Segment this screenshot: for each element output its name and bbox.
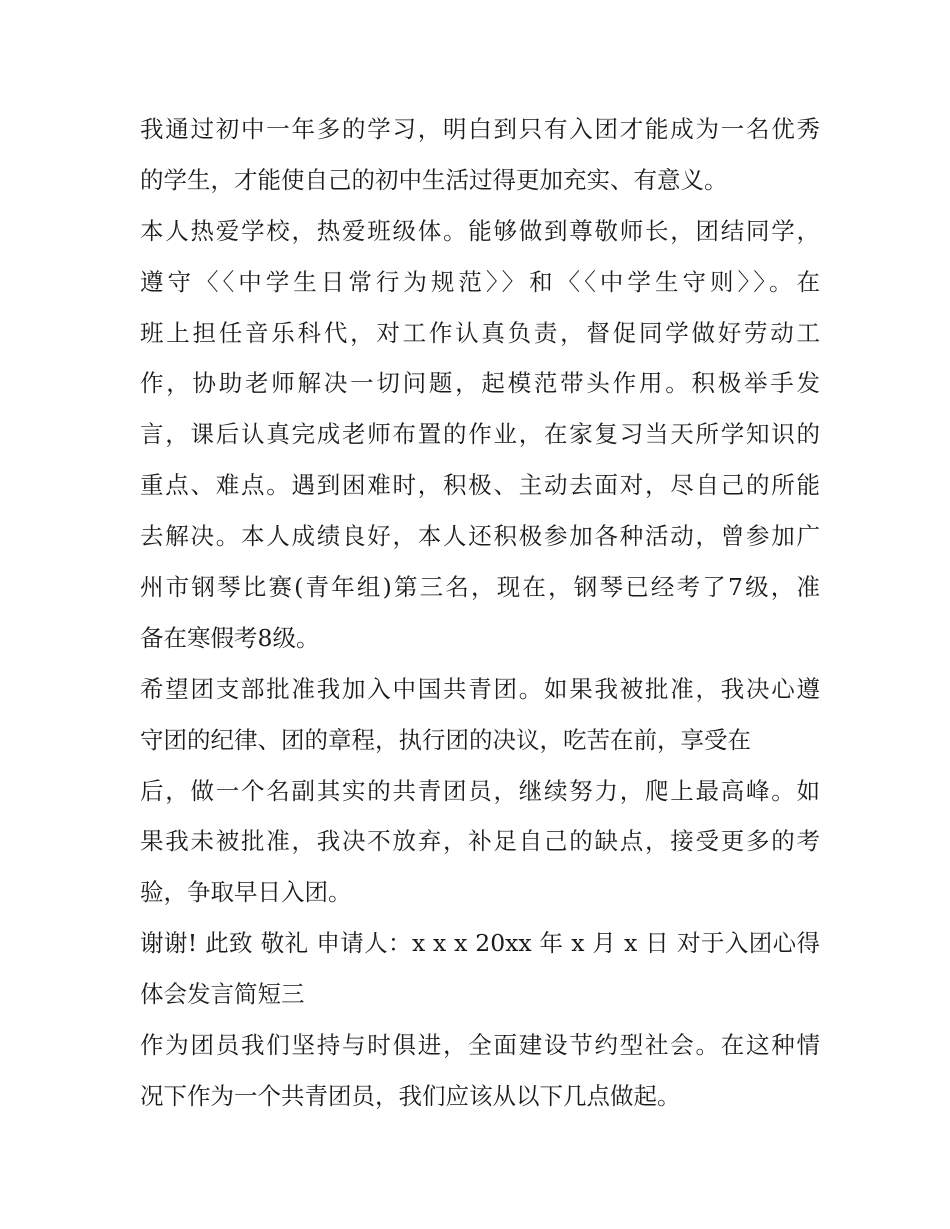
text-line: 班上担任音乐科代，对工作认真负责，督促同学做好劳动工 bbox=[140, 318, 820, 347]
text-line: 作，协助老师解决一切问题，起模范带头作用。积极举手发 bbox=[140, 369, 820, 398]
text-line: 州市钢琴比赛(青年组)第三名，现在，钢琴已经考了7级，准 bbox=[140, 573, 820, 602]
text-line: 重点、难点。遇到困难时，积极、主动去面对，尽自己的所能 bbox=[140, 471, 820, 500]
document-page bbox=[140, 104, 820, 1122]
text-line: 本人热爱学校，热爱班级体。能够做到尊敬师长，团结同学， bbox=[140, 216, 820, 245]
text-line: 验，争取早日入团。 bbox=[140, 878, 352, 907]
text-line: 备在寒假考8级。 bbox=[140, 623, 320, 652]
paragraph-1 bbox=[140, 104, 820, 206]
text-line: 守团的纪律、团的章程，执行团的决议，吃苦在前，享受在 bbox=[140, 725, 751, 754]
text-line: 去解决。本人成绩良好，本人还积极参加各种活动，曾参加广 bbox=[140, 522, 820, 551]
paragraph-4 bbox=[140, 918, 820, 1020]
paragraph-5 bbox=[140, 1020, 820, 1122]
text-line: 我通过初中一年多的学习，明白到只有入团才能成为一名优秀 bbox=[140, 115, 820, 143]
text-line: 后，做一个名副其实的共青团员，继续努力，爬上最高峰。如 bbox=[140, 776, 820, 805]
paragraph-2 bbox=[140, 206, 820, 664]
text-line: 遵守〈〈中学生日常行为规范〉〉和〈〈中学生守则〉〉。在 bbox=[140, 267, 820, 296]
text-line: 言，课后认真完成老师布置的作业，在家复习当天所学知识的 bbox=[140, 420, 820, 449]
text-line: 谢谢! 此致 敬礼 申请人：x x x 20xx 年 x 月 x 日 对于入团心得 bbox=[140, 929, 820, 958]
text-line: 体会发言简短三 bbox=[140, 980, 305, 1009]
text-line: 作为团员我们坚持与时俱进，全面建设节约型社会。在这种情 bbox=[140, 1031, 820, 1060]
text-line: 果我未被批准，我决不放弃，补足自己的缺点，接受更多的考 bbox=[140, 827, 820, 856]
text-line: 况下作为一个共青团员，我们应该从以下几点做起。 bbox=[140, 1081, 681, 1110]
text-line: 的学生，才能使自己的初中生活过得更加充实、有意义。 bbox=[140, 165, 728, 194]
paragraph-3 bbox=[140, 664, 820, 918]
text-line: 希望团支部批准我加入中国共青团。如果我被批准，我决心遵 bbox=[140, 674, 820, 703]
